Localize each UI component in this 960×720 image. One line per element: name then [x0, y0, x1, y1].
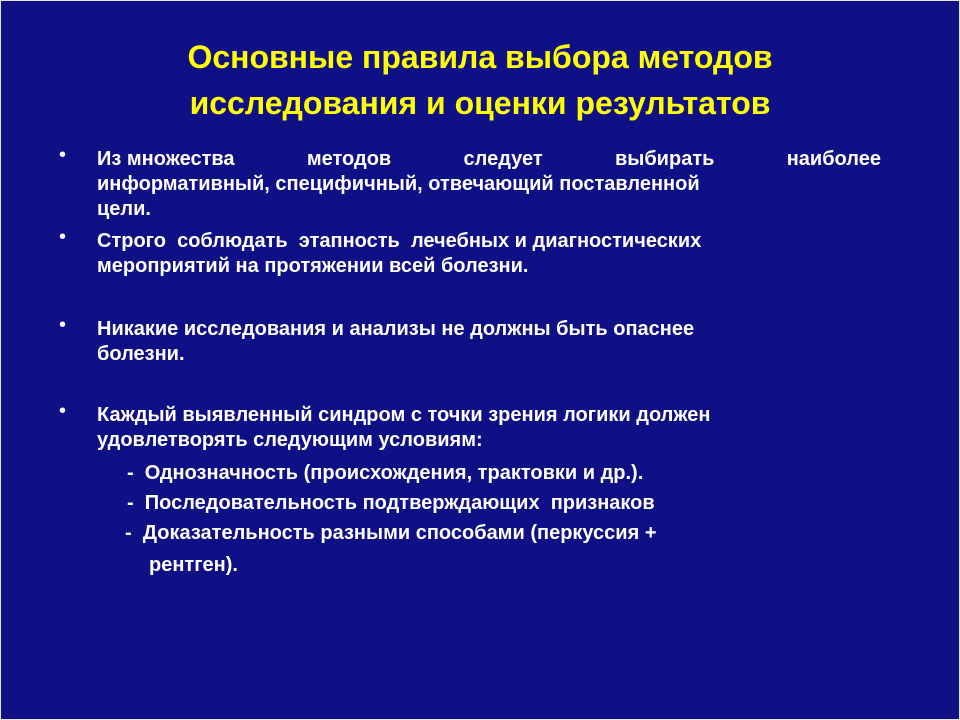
bullet-3-line-2: болезни. — [97, 343, 185, 365]
bullet-item-4 — [97, 403, 907, 453]
sub-item-2: - Последовательность подтверждающих признаков — [127, 492, 655, 514]
bullet-marker-3: • — [59, 314, 67, 336]
bullet-1-word-2: методов — [306, 148, 392, 170]
bullet-1-line-3: цели. — [97, 198, 151, 220]
bullet-2-line-1: Строго соблюдать этапность лечебных и диагностических — [97, 230, 702, 252]
bullet-4-line-1: Каждый выявленный синдром с точки зрения логики должен — [97, 404, 711, 426]
title-line-1: Основные правила выбора методов — [187, 39, 773, 75]
bullet-1-word-4: выбирать — [614, 148, 715, 170]
bullet-item-1 — [97, 147, 907, 222]
bullet-1-word-3: следует — [463, 148, 543, 170]
bullet-3-line-1: Никакие исследования и анализы не должны быть опаснее — [97, 318, 695, 340]
bullet-1-word-5: наиболее — [786, 148, 881, 170]
bullet-1-first-line — [97, 147, 881, 172]
slide-title — [1, 34, 959, 126]
bullet-marker-4: • — [59, 400, 67, 422]
bullet-4-line-2: удовлетворять следующим условиям: — [97, 429, 483, 451]
bullet-marker-2: • — [59, 226, 67, 248]
bullet-item-3 — [97, 317, 907, 367]
sub-item-3: - Доказательность разными способами (перкуссия + — [125, 522, 657, 544]
bullet-1-word-1: Из множества — [97, 148, 235, 170]
sub-item-1: - Однозначность (происхождения, трактовки и др.). — [127, 462, 644, 484]
bullet-marker-1: • — [59, 144, 67, 166]
title-line-2: исследования и оценки результатов — [189, 85, 771, 121]
sub-item-3-continuation: рентген). — [149, 554, 238, 576]
bullet-2-line-2: мероприятий на протяжении всей болезни. — [97, 255, 529, 277]
bullet-item-2 — [97, 229, 907, 279]
bullet-1-line-2: информативный, специфичный, отвечающий поставленной — [97, 173, 700, 195]
